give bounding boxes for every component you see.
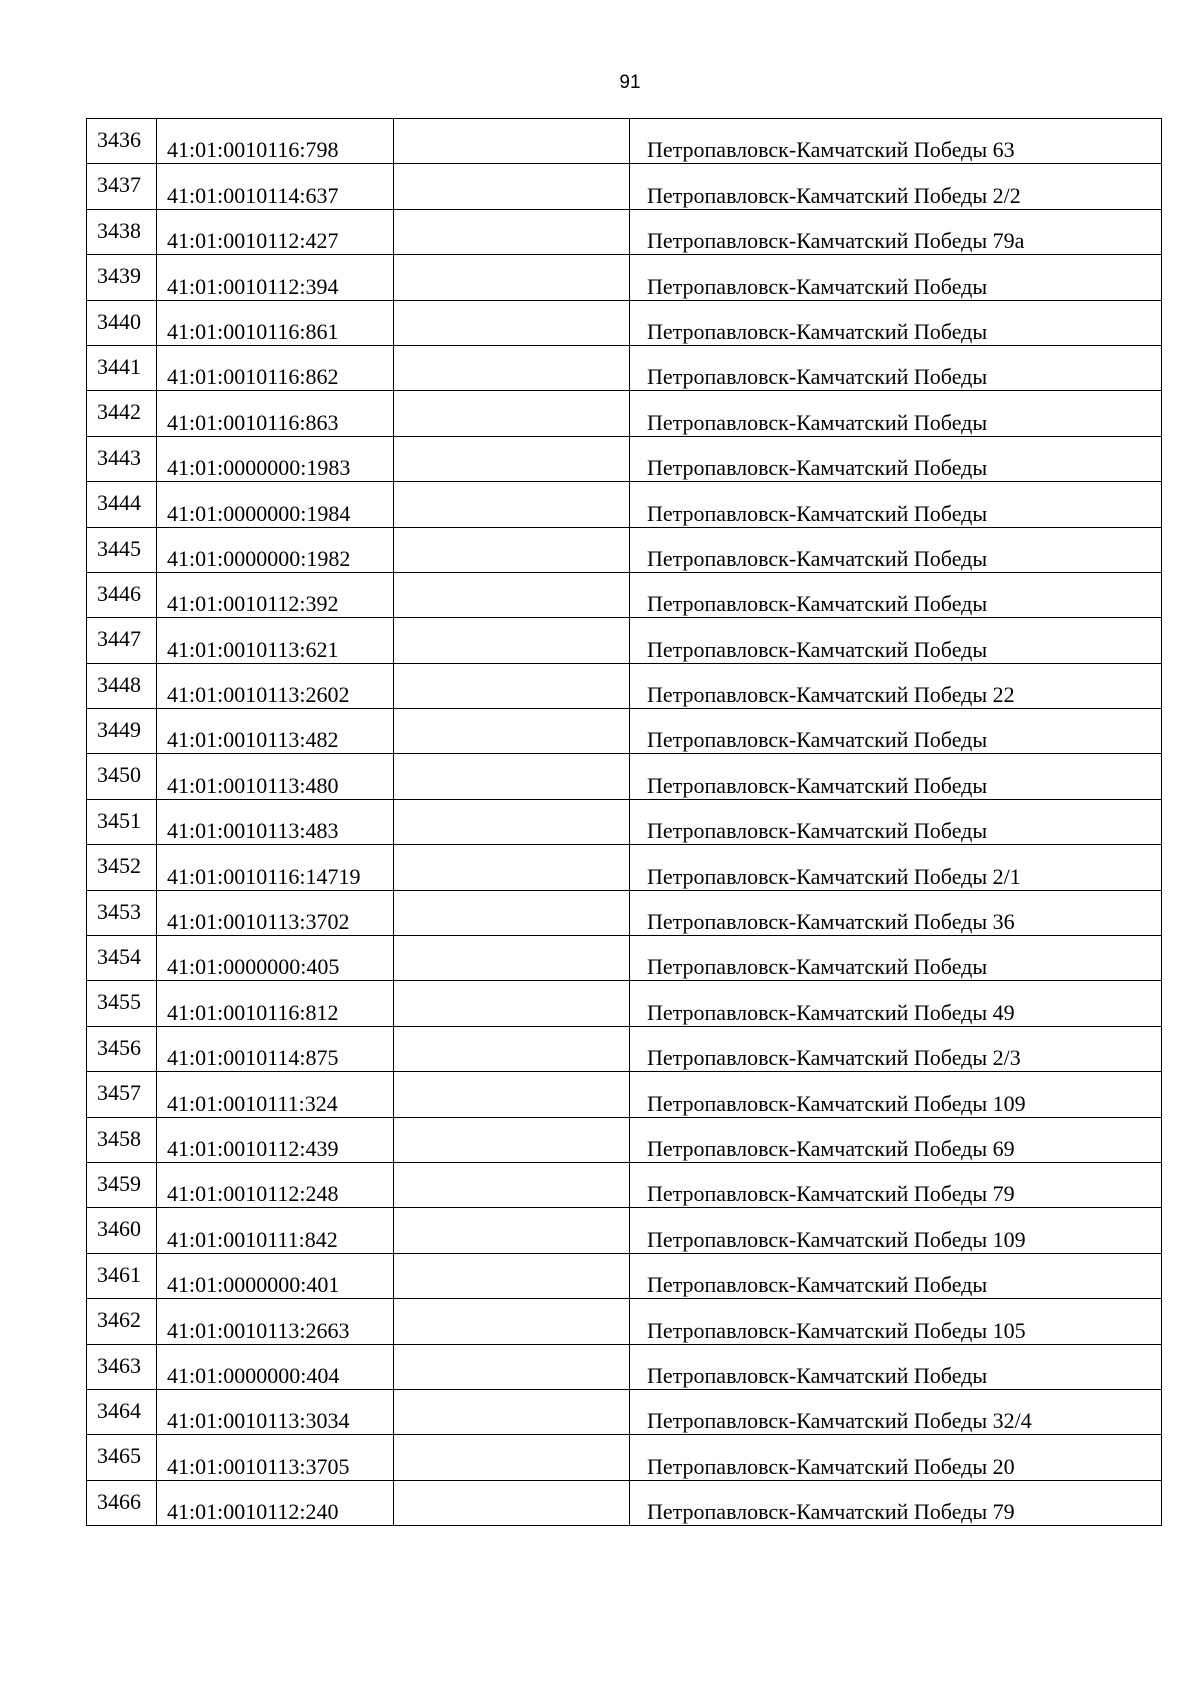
cadastral-number-cell: 41:01:0010114:637 [157, 164, 394, 209]
table-row [87, 1026, 1162, 1071]
cadastral-number-cell: 41:01:0010114:875 [157, 1026, 394, 1071]
address-cell: Петропавловск-Камчатский Победы [630, 482, 1162, 527]
empty-cell [394, 618, 630, 663]
address-cell: Петропавловск-Камчатский Победы 2/1 [630, 845, 1162, 890]
empty-cell [394, 572, 630, 617]
cadastral-number-cell: 41:01:0010112:240 [157, 1480, 394, 1525]
cadastral-number-cell: 41:01:0010113:483 [157, 799, 394, 844]
empty-cell [394, 663, 630, 708]
table-row [87, 709, 1162, 754]
row-number-cell: 3442 [87, 391, 157, 436]
empty-cell [394, 391, 630, 436]
cadastral-number-cell: 41:01:0010116:798 [157, 119, 394, 164]
cadastral-number-cell: 41:01:0000000:1982 [157, 527, 394, 572]
address-cell: Петропавловск-Камчатский Победы 22 [630, 663, 1162, 708]
empty-cell [394, 527, 630, 572]
address-cell: Петропавловск-Камчатский Победы 2/3 [630, 1026, 1162, 1071]
empty-cell [394, 255, 630, 300]
table-row [87, 1208, 1162, 1253]
table-row [87, 300, 1162, 345]
row-number-cell: 3437 [87, 164, 157, 209]
table-row [87, 391, 1162, 436]
row-number-cell: 3462 [87, 1299, 157, 1344]
address-cell: Петропавловск-Камчатский Победы 32/4 [630, 1389, 1162, 1434]
empty-cell [394, 482, 630, 527]
cadastral-number-cell: 41:01:0010113:3034 [157, 1389, 394, 1434]
address-cell: Петропавловск-Камчатский Победы [630, 345, 1162, 390]
row-number-cell: 3463 [87, 1344, 157, 1389]
empty-cell [394, 1480, 630, 1525]
row-number-cell: 3441 [87, 345, 157, 390]
empty-cell [394, 300, 630, 345]
registry-table-body [87, 119, 1162, 1526]
row-number-cell: 3458 [87, 1117, 157, 1162]
table-row [87, 936, 1162, 981]
cadastral-number-cell: 41:01:0010116:861 [157, 300, 394, 345]
table-row [87, 1299, 1162, 1344]
address-cell: Петропавловск-Камчатский Победы [630, 255, 1162, 300]
row-number-cell: 3455 [87, 981, 157, 1026]
address-cell: Петропавловск-Камчатский Победы [630, 527, 1162, 572]
table-row [87, 482, 1162, 527]
cadastral-number-cell: 41:01:0010112:439 [157, 1117, 394, 1162]
address-cell: Петропавловск-Камчатский Победы 69 [630, 1117, 1162, 1162]
cadastral-number-cell: 41:01:0010112:427 [157, 209, 394, 254]
address-cell: Петропавловск-Камчатский Победы 2/2 [630, 164, 1162, 209]
address-cell: Петропавловск-Камчатский Победы 109 [630, 1072, 1162, 1117]
empty-cell [394, 1072, 630, 1117]
address-cell: Петропавловск-Камчатский Победы 109 [630, 1208, 1162, 1253]
cadastral-number-cell: 41:01:0010116:862 [157, 345, 394, 390]
row-number-cell: 3461 [87, 1253, 157, 1298]
cadastral-number-cell: 41:01:0010113:2602 [157, 663, 394, 708]
empty-cell [394, 164, 630, 209]
row-number-cell: 3440 [87, 300, 157, 345]
row-number-cell: 3439 [87, 255, 157, 300]
address-cell: Петропавловск-Камчатский Победы [630, 572, 1162, 617]
row-number-cell: 3459 [87, 1162, 157, 1207]
table-row [87, 618, 1162, 663]
table-row [87, 1435, 1162, 1480]
row-number-cell: 3444 [87, 482, 157, 527]
row-number-cell: 3464 [87, 1389, 157, 1434]
row-number-cell: 3443 [87, 436, 157, 481]
empty-cell [394, 981, 630, 1026]
row-number-cell: 3450 [87, 754, 157, 799]
row-number-cell: 3457 [87, 1072, 157, 1117]
cadastral-number-cell: 41:01:0010113:621 [157, 618, 394, 663]
table-row [87, 164, 1162, 209]
row-number-cell: 3445 [87, 527, 157, 572]
table-row [87, 119, 1162, 164]
table-row [87, 255, 1162, 300]
address-cell: Петропавловск-Камчатский Победы [630, 436, 1162, 481]
address-cell: Петропавловск-Камчатский Победы 105 [630, 1299, 1162, 1344]
empty-cell [394, 1253, 630, 1298]
empty-cell [394, 119, 630, 164]
address-cell: Петропавловск-Камчатский Победы [630, 1253, 1162, 1298]
empty-cell [394, 1435, 630, 1480]
table-row [87, 209, 1162, 254]
cadastral-number-cell: 41:01:0010113:2663 [157, 1299, 394, 1344]
address-cell: Петропавловск-Камчатский Победы 63 [630, 119, 1162, 164]
empty-cell [394, 1299, 630, 1344]
table-row [87, 1389, 1162, 1434]
table-row [87, 572, 1162, 617]
cadastral-number-cell: 41:01:0010111:324 [157, 1072, 394, 1117]
row-number-cell: 3451 [87, 799, 157, 844]
row-number-cell: 3454 [87, 936, 157, 981]
cadastral-number-cell: 41:01:0010111:842 [157, 1208, 394, 1253]
table-row [87, 1162, 1162, 1207]
cadastral-number-cell: 41:01:0010112:392 [157, 572, 394, 617]
row-number-cell: 3436 [87, 119, 157, 164]
address-cell: Петропавловск-Камчатский Победы [630, 391, 1162, 436]
table-row [87, 981, 1162, 1026]
cadastral-number-cell: 41:01:0010112:248 [157, 1162, 394, 1207]
empty-cell [394, 890, 630, 935]
row-number-cell: 3446 [87, 572, 157, 617]
address-cell: Петропавловск-Камчатский Победы [630, 709, 1162, 754]
empty-cell [394, 754, 630, 799]
cadastral-number-cell: 41:01:0010113:480 [157, 754, 394, 799]
empty-cell [394, 436, 630, 481]
address-cell: Петропавловск-Камчатский Победы 36 [630, 890, 1162, 935]
table-row [87, 436, 1162, 481]
address-cell: Петропавловск-Камчатский Победы [630, 754, 1162, 799]
address-cell: Петропавловск-Камчатский Победы 79а [630, 209, 1162, 254]
empty-cell [394, 799, 630, 844]
table-row [87, 1072, 1162, 1117]
empty-cell [394, 209, 630, 254]
table-row [87, 1344, 1162, 1389]
table-row [87, 1480, 1162, 1525]
address-cell: Петропавловск-Камчатский Победы 20 [630, 1435, 1162, 1480]
cadastral-number-cell: 41:01:0010113:3702 [157, 890, 394, 935]
empty-cell [394, 1344, 630, 1389]
table-row [87, 345, 1162, 390]
empty-cell [394, 845, 630, 890]
empty-cell [394, 345, 630, 390]
cadastral-number-cell: 41:01:0010112:394 [157, 255, 394, 300]
row-number-cell: 3465 [87, 1435, 157, 1480]
row-number-cell: 3456 [87, 1026, 157, 1071]
row-number-cell: 3452 [87, 845, 157, 890]
address-cell: Петропавловск-Камчатский Победы [630, 936, 1162, 981]
cadastral-number-cell: 41:01:0000000:405 [157, 936, 394, 981]
cadastral-number-cell: 41:01:0000000:1983 [157, 436, 394, 481]
table-row [87, 527, 1162, 572]
empty-cell [394, 1389, 630, 1434]
cadastral-number-cell: 41:01:0010116:14719 [157, 845, 394, 890]
cadastral-number-cell: 41:01:0010116:812 [157, 981, 394, 1026]
row-number-cell: 3460 [87, 1208, 157, 1253]
cadastral-number-cell: 41:01:0000000:1984 [157, 482, 394, 527]
table-row [87, 845, 1162, 890]
row-number-cell: 3447 [87, 618, 157, 663]
address-cell: Петропавловск-Камчатский Победы [630, 1344, 1162, 1389]
empty-cell [394, 1026, 630, 1071]
empty-cell [394, 709, 630, 754]
table-row [87, 1253, 1162, 1298]
address-cell: Петропавловск-Камчатский Победы 49 [630, 981, 1162, 1026]
table-row [87, 754, 1162, 799]
row-number-cell: 3453 [87, 890, 157, 935]
table-row [87, 663, 1162, 708]
table-row [87, 799, 1162, 844]
cadastral-number-cell: 41:01:0000000:401 [157, 1253, 394, 1298]
address-cell: Петропавловск-Камчатский Победы 79 [630, 1480, 1162, 1525]
cadastral-number-cell: 41:01:0010113:482 [157, 709, 394, 754]
cadastral-number-cell: 41:01:0010116:863 [157, 391, 394, 436]
address-cell: Петропавловск-Камчатский Победы 79 [630, 1162, 1162, 1207]
row-number-cell: 3448 [87, 663, 157, 708]
cadastral-number-cell: 41:01:0010113:3705 [157, 1435, 394, 1480]
address-cell: Петропавловск-Камчатский Победы [630, 300, 1162, 345]
row-number-cell: 3449 [87, 709, 157, 754]
cadastral-number-cell: 41:01:0000000:404 [157, 1344, 394, 1389]
page-number: 91 [619, 72, 641, 93]
table-row [87, 1117, 1162, 1162]
empty-cell [394, 1117, 630, 1162]
row-number-cell: 3466 [87, 1480, 157, 1525]
empty-cell [394, 1162, 630, 1207]
registry-table [86, 118, 1162, 1526]
address-cell: Петропавловск-Камчатский Победы [630, 618, 1162, 663]
address-cell: Петропавловск-Камчатский Победы [630, 799, 1162, 844]
empty-cell [394, 1208, 630, 1253]
row-number-cell: 3438 [87, 209, 157, 254]
table-row [87, 890, 1162, 935]
empty-cell [394, 936, 630, 981]
